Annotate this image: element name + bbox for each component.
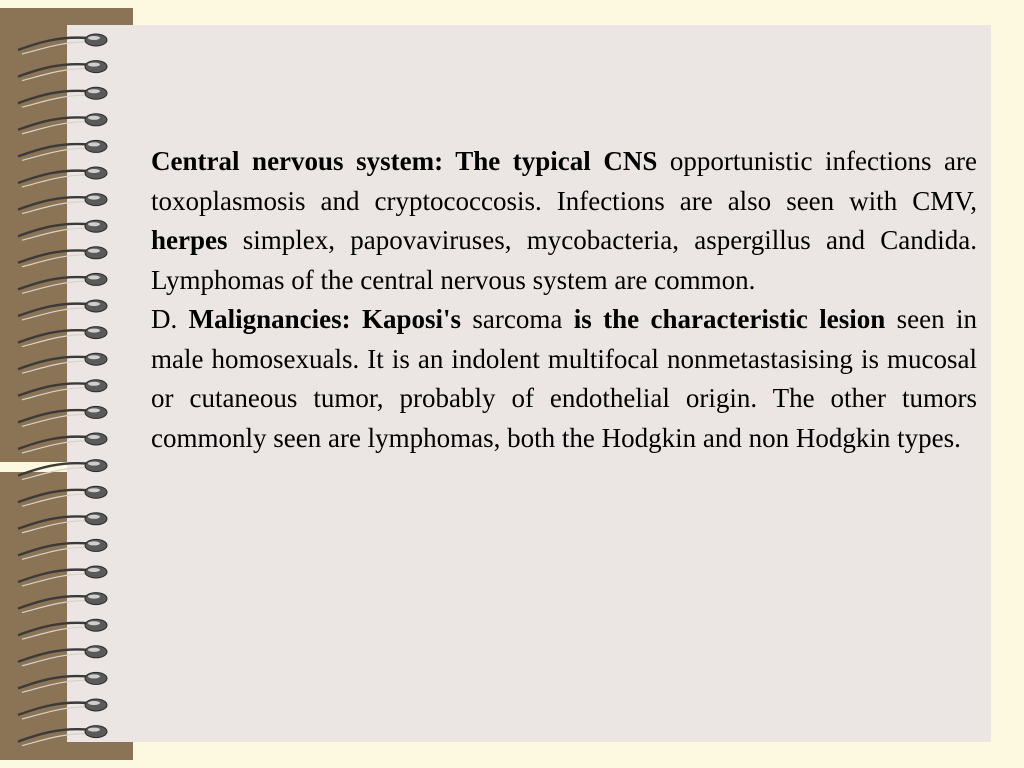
cns-heading: Central nervous system: The typical CNS	[151, 146, 658, 176]
slide-body	[151, 142, 977, 458]
spiral-ring-icon	[18, 539, 107, 559]
spiral-ring-icon	[18, 114, 107, 134]
characteristic-lesion-bold: is the characteristic lesion	[573, 304, 886, 334]
spiral-ring-icon	[18, 327, 107, 347]
spiral-ring-icon	[18, 593, 107, 613]
spiral-ring-icon	[18, 566, 107, 586]
spiral-ring-icon	[18, 300, 107, 320]
spiral-ring-icon	[18, 167, 107, 187]
malignancies-text-2: seen in male homosexuals. It is an indolent multifocal nonmetastasising is mucosal or cutaneous tumor, probably of endothelial origin. The other tumors commonly seen are lymphomas, both the Hodgkin and non Hodgkin types.	[151, 304, 978, 453]
cns-text-2: simplex, papovaviruses, mycobacteria, aspergillus and Candida. Lymphomas of the central nervous system are common.	[151, 225, 977, 295]
spiral-ring-icon	[18, 672, 107, 692]
malignancies-prefix: D.	[151, 304, 189, 334]
spiral-ring-icon	[18, 273, 107, 293]
spiral-ring-icon	[18, 34, 107, 54]
paragraph-malignancies	[151, 300, 977, 458]
spiral-ring-icon	[18, 380, 107, 400]
spiral-ring-icon	[18, 513, 107, 533]
malignancies-heading: Malignancies: Kaposi's	[188, 304, 462, 334]
spiral-ring-icon	[18, 646, 107, 666]
spiral-ring-icon	[18, 460, 107, 480]
spiral-ring-icon	[18, 699, 107, 719]
spiral-ring-icon	[18, 433, 107, 453]
spiral-rings	[0, 0, 140, 768]
herpes-bold: herpes	[151, 225, 228, 255]
spiral-ring-icon	[18, 220, 107, 240]
spiral-ring-icon	[18, 406, 107, 426]
spiral-ring-icon	[18, 140, 107, 160]
spiral-ring-icon	[18, 353, 107, 373]
cns-text-1: opportunistic infections are toxoplasmosis and cryptococcosis. Infections are also seen with CMV,	[151, 146, 977, 216]
spiral-ring-icon	[18, 87, 107, 107]
spiral-ring-icon	[18, 194, 107, 214]
spiral-ring-icon	[18, 726, 107, 746]
malignancies-text-1: sarcoma	[461, 304, 574, 334]
spiral-ring-icon	[18, 486, 107, 506]
spiral-ring-icon	[18, 619, 107, 639]
spiral-ring-icon	[18, 247, 107, 267]
spiral-ring-icon	[18, 61, 107, 81]
paragraph-cns	[151, 142, 977, 300]
